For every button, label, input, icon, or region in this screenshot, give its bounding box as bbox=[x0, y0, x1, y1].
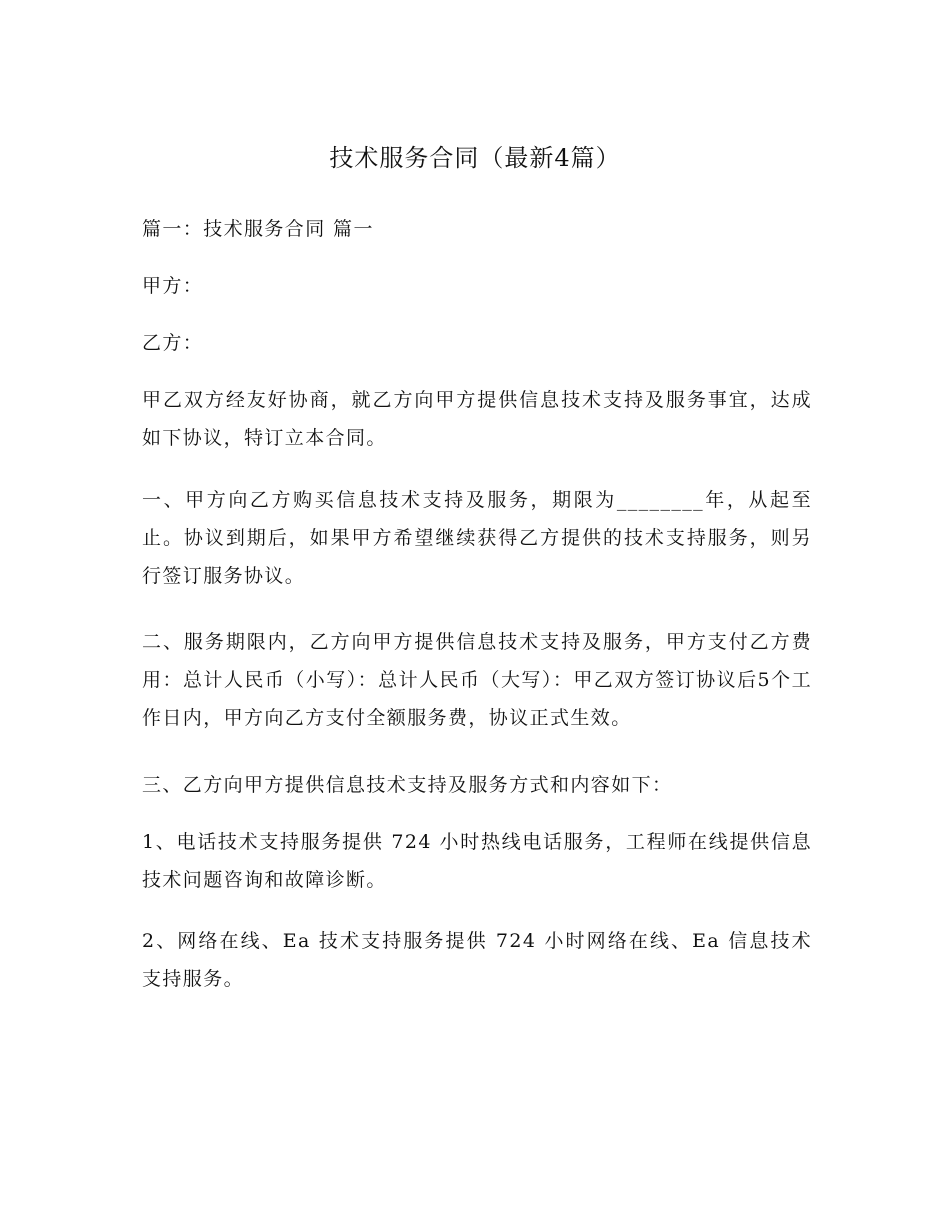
document-title: 技术服务合同（最新4篇） bbox=[329, 144, 621, 172]
item-2-paragraph: 2、网络在线、Ea 技术支持服务提供 724 小时网络在线、Ea 信息技术支持服务。 bbox=[142, 930, 812, 990]
section-heading: 篇一：技术服务合同 篇一 bbox=[142, 218, 374, 240]
preamble-paragraph: 甲乙双方经友好协商，就乙方向甲方提供信息技术支持及服务事宜，达成如下协议，特订立本合同。 bbox=[142, 389, 812, 449]
item-1-paragraph: 1、电话技术支持服务提供 724 小时热线电话服务，工程师在线提供信息技术问题咨询和故障诊断。 bbox=[142, 831, 812, 891]
clause-3-paragraph: 三、乙方向甲方提供信息技术支持及服务方式和内容如下： bbox=[142, 774, 673, 796]
party-b-line: 乙方： bbox=[142, 332, 204, 354]
party-a-line: 甲方： bbox=[142, 275, 204, 297]
clause-1-paragraph: 一、甲方向乙方购买信息技术支持及服务，期限为________年，从起至止。协议到期后，如果甲方希望继续获得乙方提供的技术支持服务，则另行签订服务协议。 bbox=[142, 489, 812, 587]
clause-2-paragraph: 二、服务期限内，乙方向甲方提供信息技术支持及服务，甲方支付乙方费用：总计人民币（小写）：总计人民币（大写）：甲乙双方签订协议后5个工作日内，甲方向乙方支付全额服务费，协议正式生效。 bbox=[142, 631, 812, 729]
